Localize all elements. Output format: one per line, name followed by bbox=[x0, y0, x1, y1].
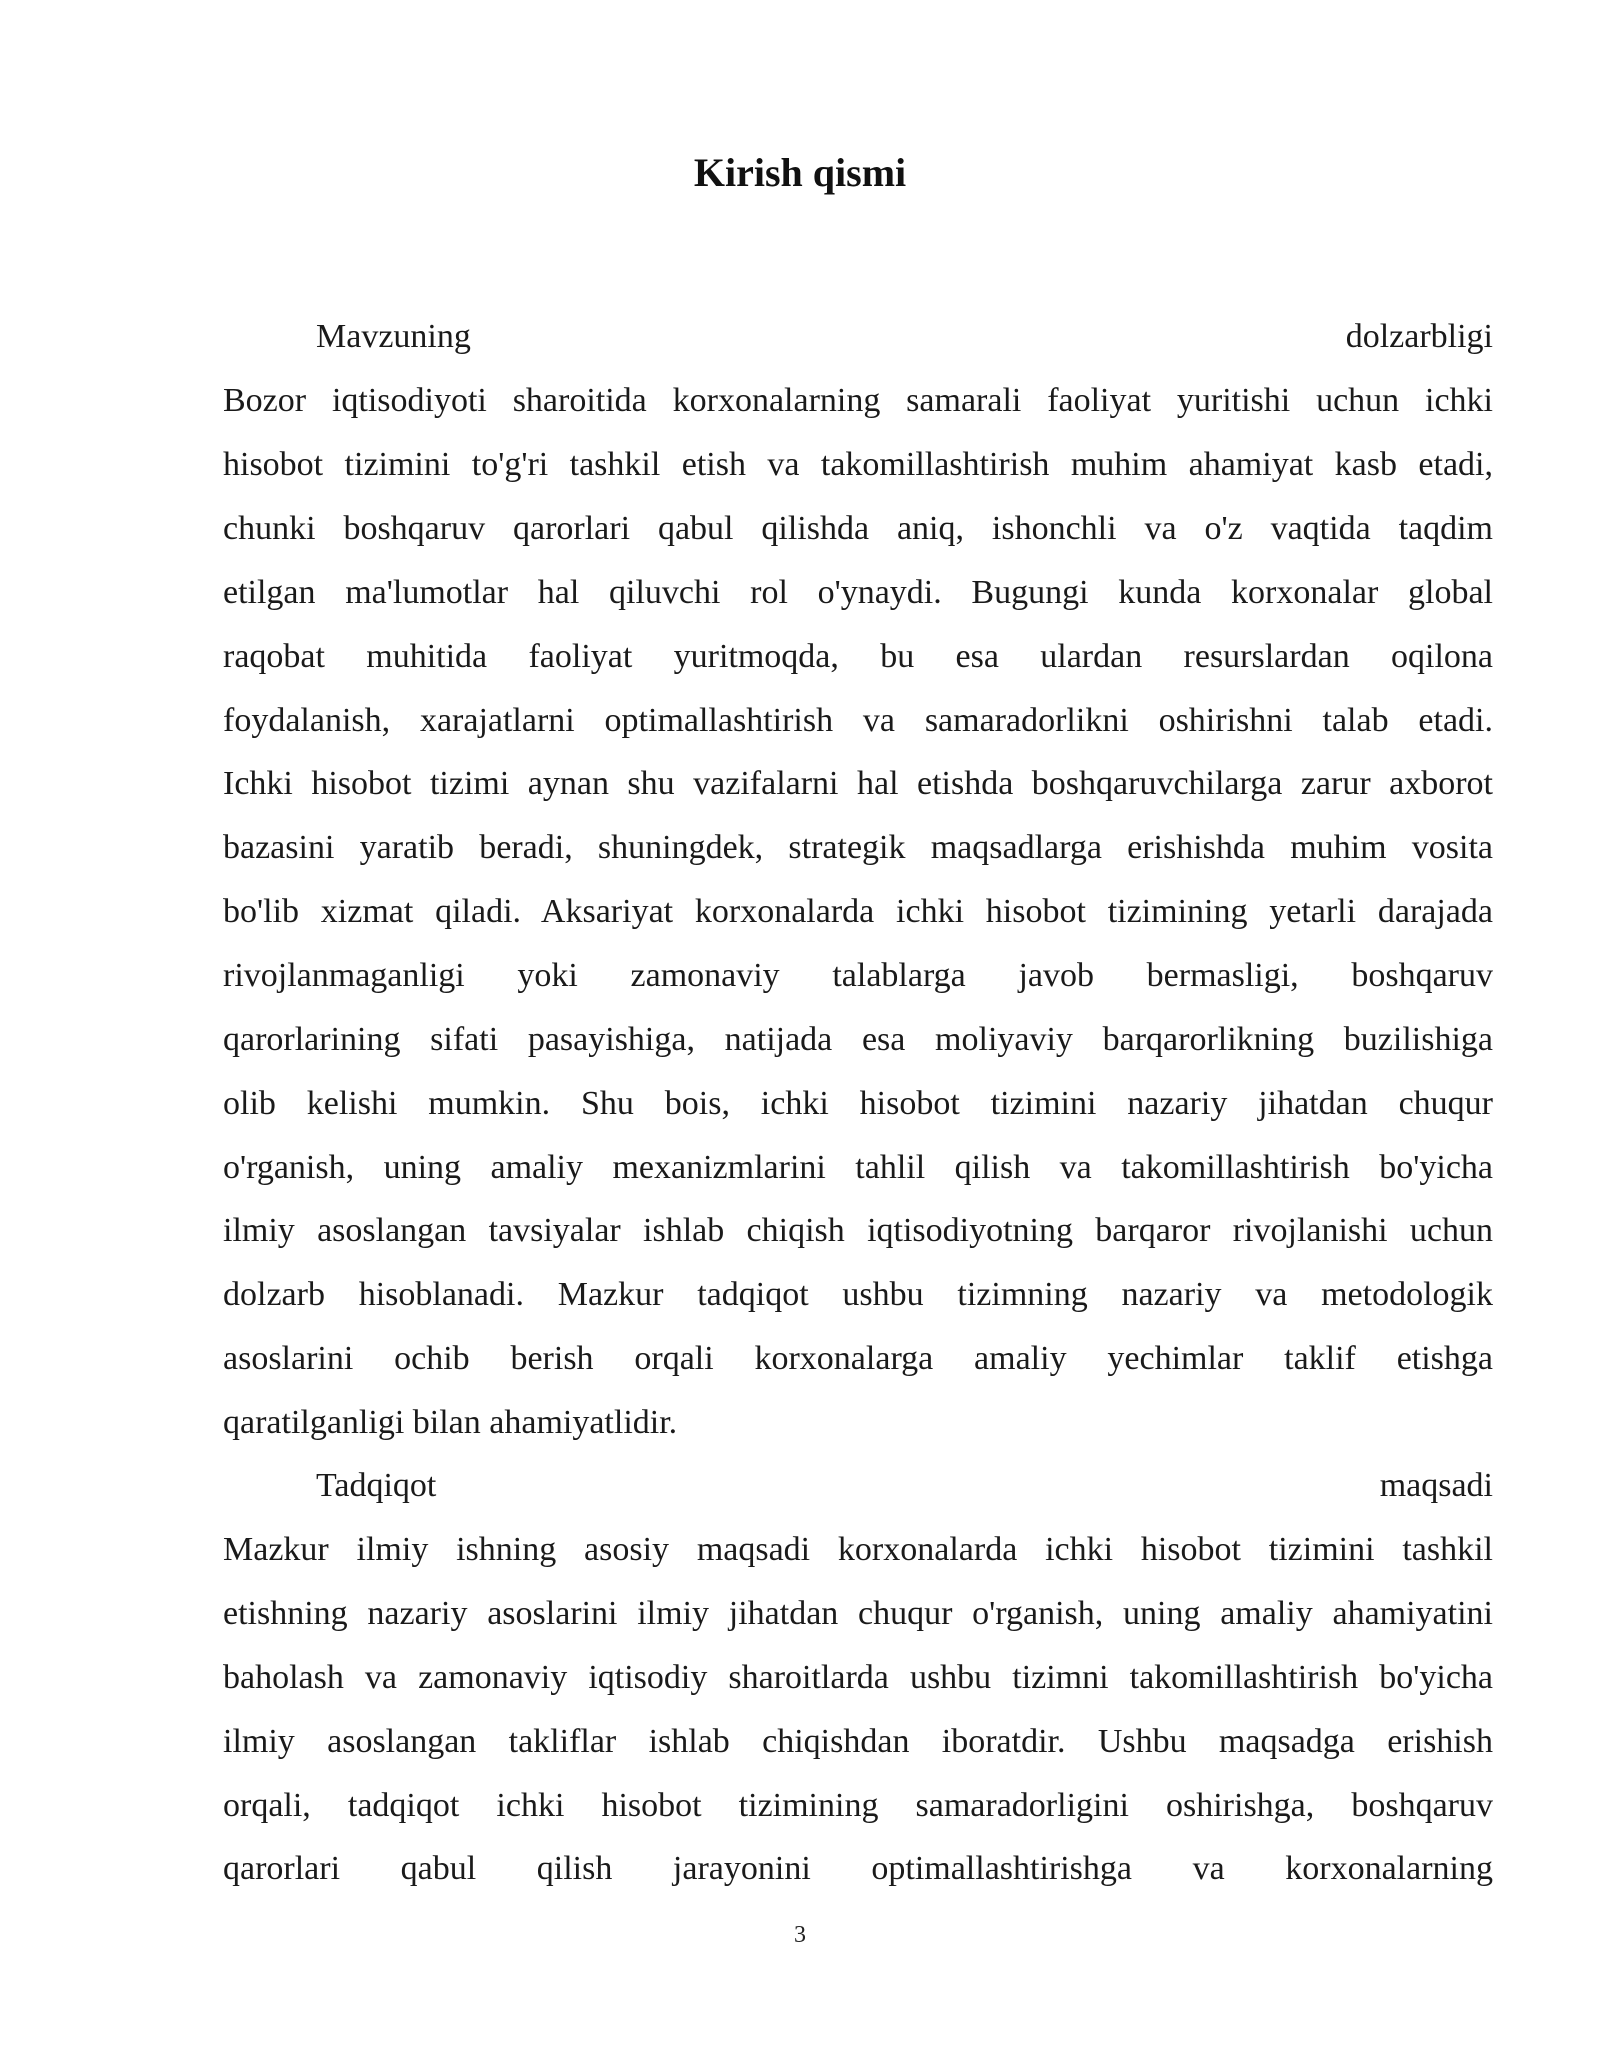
paragraph-heading-line: Tadqiqot maqsadi bbox=[316, 1467, 1493, 1504]
paragraph-line: chunki boshqaruv qarorlari qabul qilishda aniq, ishonchli va o'z vaqtida taqdim bbox=[223, 510, 1493, 547]
page-title: Kirish qismi bbox=[693, 150, 907, 195]
paragraph-line: hisobot tizimini to'g'ri tashkil etish va takomillashtirish muhim ahamiyat kasb etadi, bbox=[223, 446, 1493, 483]
paragraph-line: etilgan ma'lumotlar hal qiluvchi rol o'ynaydi. Bugungi kunda korxonalar global bbox=[223, 574, 1493, 611]
paragraph-line: asoslarini ochib berish orqali korxonalarga amaliy yechimlar taklif etishga bbox=[223, 1340, 1493, 1377]
paragraph-line: rivojlanmaganligi yoki zamonaviy talablarga javob bermasligi, boshqaruv bbox=[223, 957, 1493, 994]
paragraph-line: foydalanish, xarajatlarni optimallashtirish va samaradorlikni oshirishni talab etadi. bbox=[223, 702, 1493, 739]
paragraph-line: bazasini yaratib beradi, shuningdek, strategik maqsadlarga erishishda muhim vosita bbox=[223, 829, 1493, 866]
paragraph-line: dolzarb hisoblanadi. Mazkur tadqiqot ushbu tizimning nazariy va metodologik bbox=[223, 1276, 1493, 1313]
paragraph-line: ilmiy asoslangan tavsiyalar ishlab chiqish iqtisodiyotning barqaror rivojlanishi uchun bbox=[223, 1212, 1493, 1249]
paragraph-line: Ichki hisobot tizimi aynan shu vazifalarni hal etishda boshqaruvchilarga zarur axborot bbox=[223, 765, 1493, 802]
paragraph-line: o'rganish, uning amaliy mexanizmlarini tahlil qilish va takomillashtirish bo'yicha bbox=[223, 1149, 1493, 1186]
paragraph-line: raqobat muhitida faoliyat yuritmoqda, bu esa ulardan resurslardan oqilona bbox=[223, 638, 1493, 675]
paragraph-line: etishning nazariy asoslarini ilmiy jihatdan chuqur o'rganish, uning amaliy ahamiyatini bbox=[223, 1595, 1493, 1632]
paragraph-line: qarorlarining sifati pasayishiga, natijada esa moliyaviy barqarorlikning buzilishiga bbox=[223, 1021, 1493, 1058]
paragraph-line: qarorlari qabul qilish jarayonini optimallashtirishga va korxonalarning bbox=[223, 1850, 1493, 1887]
paragraph-line: qaratilganligi bilan ahamiyatlidir. bbox=[223, 1404, 678, 1441]
paragraph-line: orqali, tadqiqot ichki hisobot tizimining samaradorligini oshirishga, boshqaruv bbox=[223, 1787, 1493, 1824]
paragraph-line: Bozor iqtisodiyoti sharoitida korxonalarning samarali faoliyat yuritishi uchun ichki bbox=[223, 382, 1493, 419]
paragraph-line: olib kelishi mumkin. Shu bois, ichki hisobot tizimini nazariy jihatdan chuqur bbox=[223, 1085, 1493, 1122]
paragraph-line: baholash va zamonaviy iqtisodiy sharoitlarda ushbu tizimni takomillashtirish bo'yicha bbox=[223, 1659, 1493, 1696]
paragraph-heading-line: Mavzuning dolzarbligi bbox=[316, 318, 1493, 355]
paragraph-line: Mazkur ilmiy ishning asosiy maqsadi korxonalarda ichki hisobot tizimini tashkil bbox=[223, 1531, 1493, 1568]
paragraph-line: bo'lib xizmat qiladi. Aksariyat korxonalarda ichki hisobot tizimining yetarli darajada bbox=[223, 893, 1493, 930]
paragraph-line: ilmiy asoslangan takliflar ishlab chiqishdan iboratdir. Ushbu maqsadga erishish bbox=[223, 1723, 1493, 1760]
page-number: 3 bbox=[794, 1922, 806, 1948]
